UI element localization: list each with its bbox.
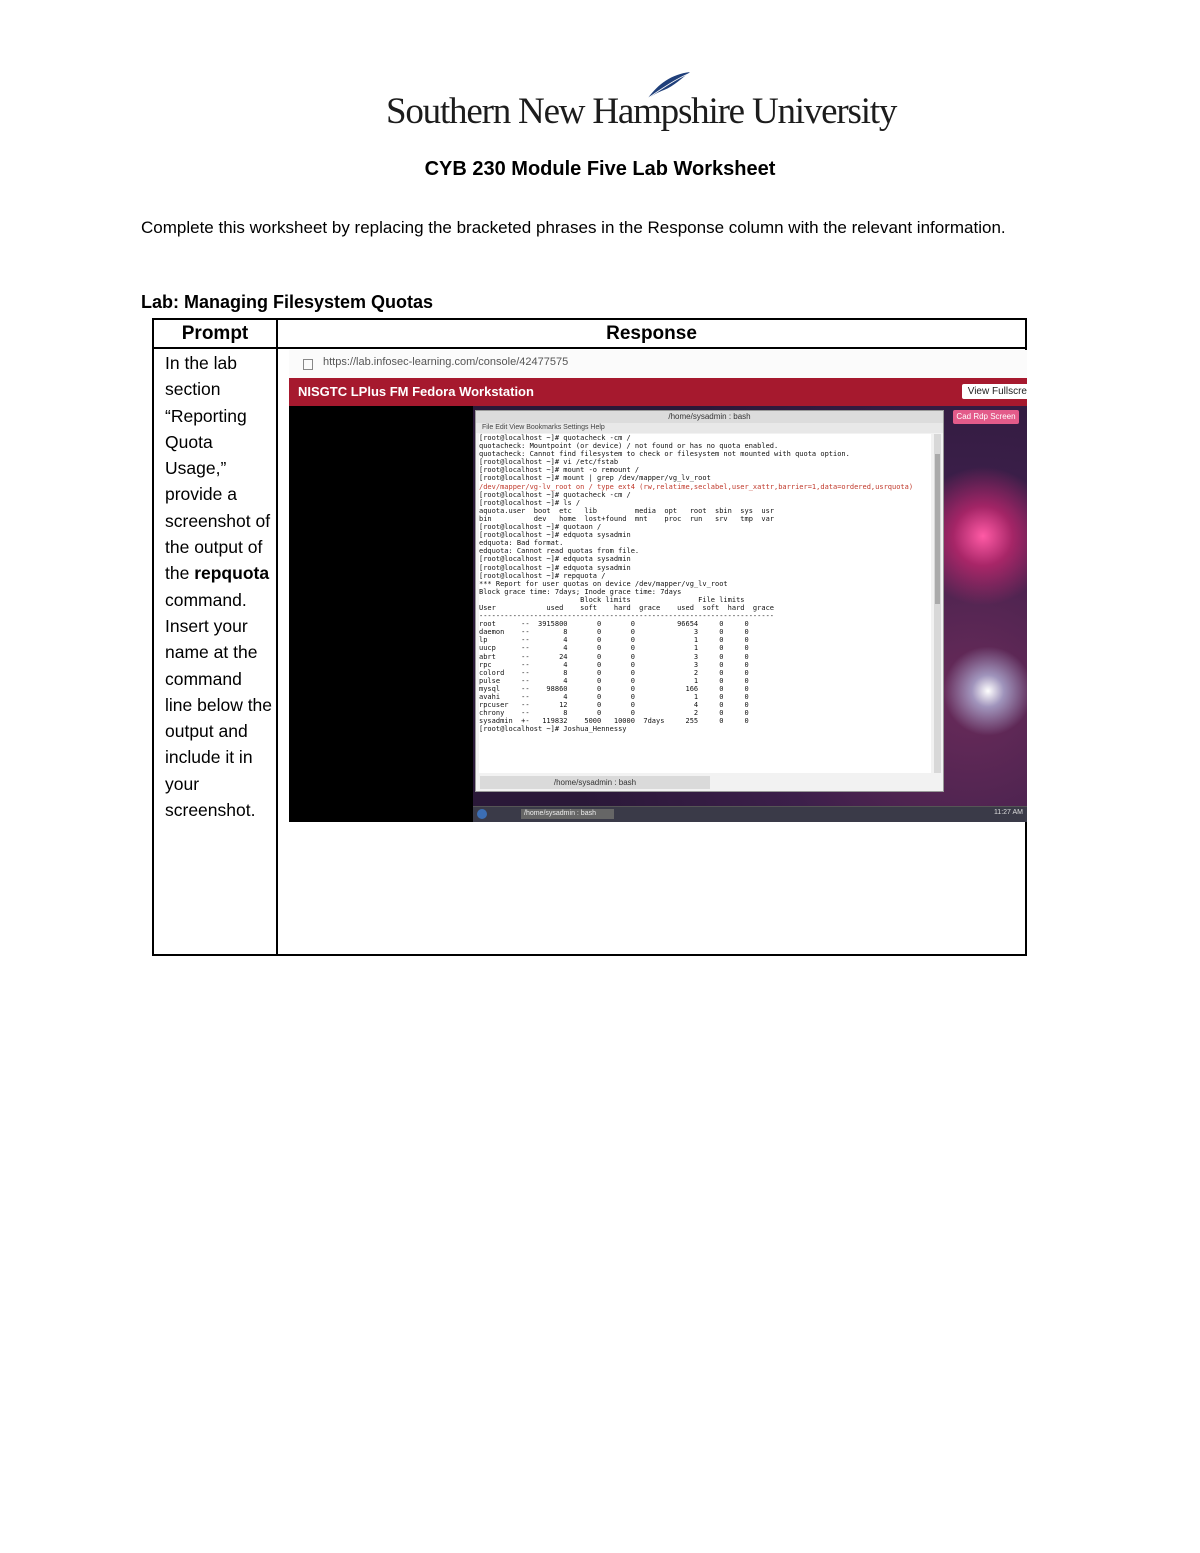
terminal-line: sysadmin +- 119832 5000 10000 7days 255 0 0 [479,717,749,726]
prompt-command-name: repquota [194,563,270,584]
document-title: CYB 230 Module Five Lab Worksheet [424,158,776,180]
terminal-line: rpc -- 4 0 0 3 0 0 [479,660,749,669]
terminal-line: [root@localhost ~]# edquota sysadmin [479,563,631,572]
terminal-line: quotacheck: Mountpoint (or device) / not found or has no quota enabled. [479,442,779,451]
terminal-line: [root@localhost ~]# ls / [479,498,581,507]
logo-wordmark: Southern New Hampshire University [386,91,897,132]
terminal-line: quotacheck: Cannot find filesystem to check or filesystem not mounted with quota option. [479,450,850,459]
console-black-pane [289,406,473,822]
remote-desktop [473,406,1027,822]
taskbar-task: /home/sysadmin : bash [521,809,614,819]
terminal-line: [root@localhost ~]# repquota / [479,571,606,580]
terminal-line: [root@localhost ~]# mount -o remount / [479,466,640,475]
terminal-line: daemon -- 8 0 0 3 0 0 [479,628,749,637]
terminal-line: aquota.user boot etc lib media opt root sbin sys usr [479,506,775,515]
terminal-line: [root@localhost ~]# quotaon / [479,523,602,532]
terminal-line: abrt -- 24 0 0 3 0 0 [479,652,749,661]
response-column-header: Response [606,323,697,344]
fedora-menu-icon [477,809,487,819]
terminal-line: bin dev home lost+found mnt proc run srv tmp var [479,514,775,523]
view-fullscreen-button: View Fullscre [962,384,1027,399]
header-divider [154,347,1025,349]
instructions-text: Complete this worksheet by replacing the bracketed phrases in the Response column with the relevant information. [141,218,1006,237]
terminal-line: [root@localhost ~]# edquota sysadmin [479,555,631,564]
scrollbar-thumb [935,454,940,604]
taskbar-clock: 11:27 AM [993,809,1023,816]
terminal-line: edquota: Cannot read quotas from file. [479,547,640,556]
terminal-menu-bar: File Edit View Bookmarks Settings Help [476,423,943,433]
terminal-line: lp -- 4 0 0 1 0 0 [479,636,749,645]
prompt-cell [165,350,273,823]
terminal-window [475,410,944,792]
terminal-line: User used soft hard grace used soft hard grace [479,603,775,612]
desktop-taskbar [473,806,1027,822]
terminal-line: avahi -- 4 0 0 1 0 0 [479,693,749,701]
terminal-line: chrony -- 8 0 0 2 0 0 [479,709,749,718]
terminal-line: uucp -- 4 0 0 1 0 0 [479,644,749,653]
terminal-line: pulse -- 4 0 0 1 0 0 [479,676,749,685]
lab-app-title: NISGTC LPlus FM Fedora Workstation [298,384,534,399]
terminal-line: rpcuser -- 12 0 0 4 0 0 [479,701,749,710]
terminal-line: root -- 3915800 0 0 96654 0 0 [479,620,749,629]
section-heading: Lab: Managing Filesystem Quotas [141,292,434,312]
terminal-line: /dev/mapper/vg-lv_root on / type ext4 (rw,relatime,seclabel,user_xattr,barrier=1,data=ordered,usrquota) [479,482,914,491]
terminal-line: colord -- 8 0 0 2 0 0 [479,668,749,677]
terminal-output [479,434,931,773]
browser-url: https://lab.infosec-learning.com/console/42477575 [323,356,569,368]
terminal-line: [root@localhost ~]# vi /etc/fstab [479,458,619,467]
terminal-line: Block limits File limits [479,595,745,604]
terminal-line: edquota: Bad format. [479,539,564,548]
terminal-scrollbar [934,434,941,773]
terminal-line: Block grace time: 7days; Inode grace time: 7days [479,587,682,596]
terminal-line: [root@localhost ~]# edquota sysadmin [479,531,631,540]
lab-table [152,318,1027,956]
prompt-text-start: In the lab section “Reporting Quota Usage,” provide a screenshot of the output of the [165,353,271,584]
wallpaper-firework [943,646,1027,736]
prompt-text-end: command. Insert your name at the command line below the output and include it in your screenshot. [165,589,273,821]
capture-button: Cad Rdp Screen [953,410,1019,424]
lab-app-bar [289,378,1027,406]
terminal-title: /home/sysadmin : bash [476,411,943,423]
feather-quill-icon [644,70,694,100]
terminal-line: ---------------------------------------------------------------------- [479,612,775,621]
response-screenshot [289,350,1027,822]
prompt-column-header: Prompt [181,323,249,344]
terminal-line: [root@localhost ~]# quotacheck -cm / [479,434,631,442]
terminal-line: [root@localhost ~]# Joshua_Hennessy [479,725,627,734]
terminal-tab: /home/sysadmin : bash [480,776,710,789]
terminal-line: mysql -- 98860 0 0 166 0 0 [479,684,749,693]
terminal-line: *** Report for user quotas on device /dev/mapper/vg_lv_root [479,579,728,588]
university-logo [386,70,897,136]
column-divider [276,320,278,954]
terminal-line: [root@localhost ~]# quotacheck -cm / [479,490,631,499]
lock-icon [303,359,313,370]
terminal-line: [root@localhost ~]# mount | grep /dev/mapper/vg_lv_root [479,474,711,483]
browser-address-bar [289,350,1027,379]
